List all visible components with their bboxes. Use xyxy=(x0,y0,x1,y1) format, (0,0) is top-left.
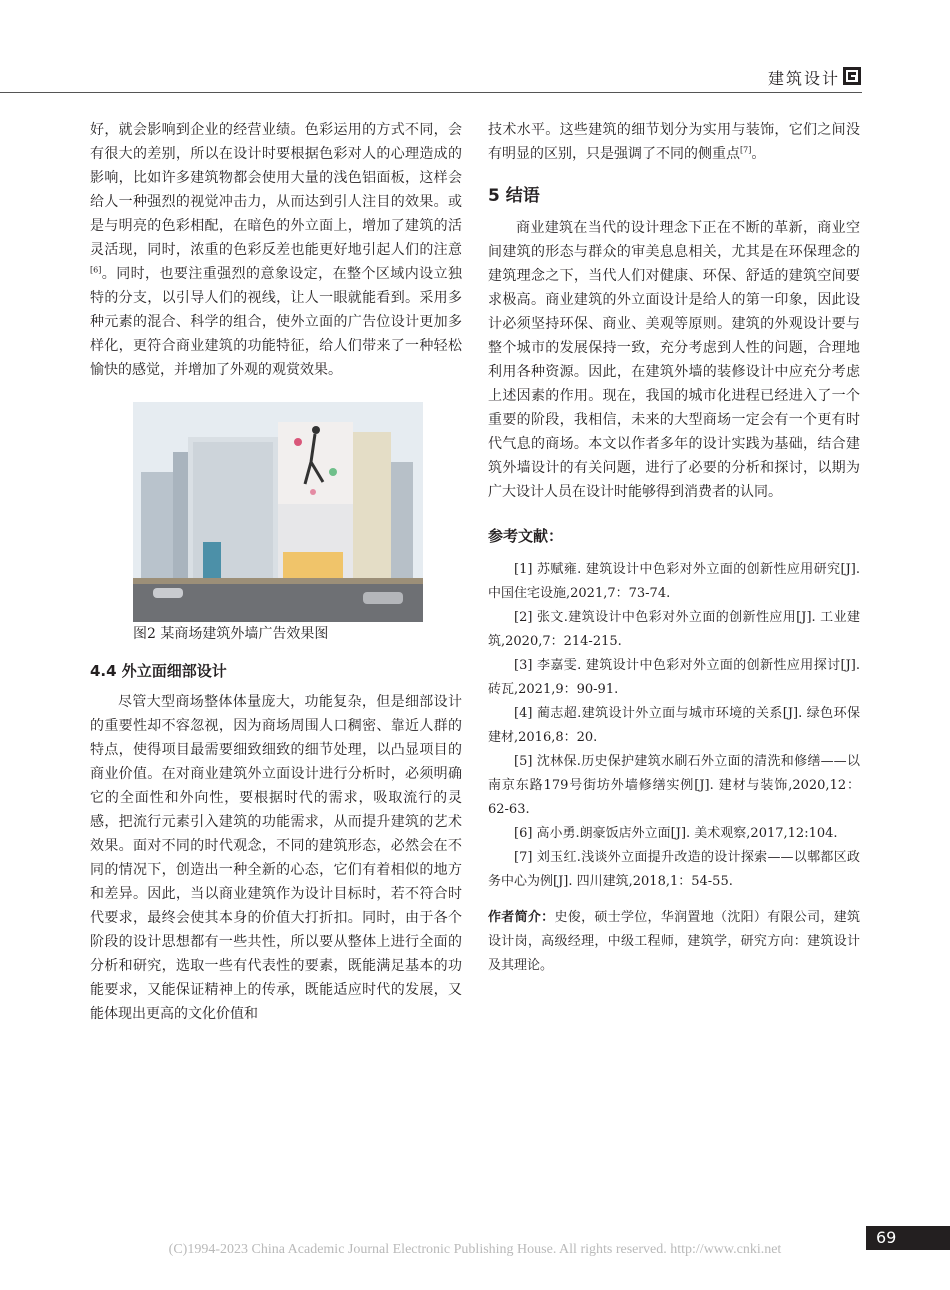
copyright-notice: (C)1994-2023 China Academic Journal Electronic Publishing House. All rights reserved. http://www.cnki.net xyxy=(168,1242,782,1257)
reference-item: [4] 蔺志超.建筑设计外立面与城市环境的关系[J]. 绿色环保建材,2016,8：20. xyxy=(488,706,860,745)
intro-paragraph: 好，就会影响到企业的经营业绩。色彩运用的方式不同，会有很大的差别，所以在设计时要根据色彩对人的心理造成的影响，比如许多建筑物都会使用大量的浅色铝面板，这样会给人一种强烈的视觉冲击力，从而达到引人注目的效果。或是与明亮的色彩相配，在暗色的外立面上，增加了建筑的活灵活现，同时，浓重的色彩反差也能更好地引起人们的注意[6]。同时，也要注重强烈的意象设定，在整个区域内设立独特的分支，以引导人们的视线，让人一眼就能看到。采用多种元素的混合、科学的组合，使外立面的广告位设计更加多样化，更符合商业建筑的功能特征，给人们带来了一种轻松愉快的感觉，并增加了外观的观赏效果。 xyxy=(90,122,462,378)
citation-7: [7] xyxy=(740,145,752,155)
conclusion-heading: 5 结语 xyxy=(488,186,540,206)
reference-item: [6] 高小勇.朗豪饭店外立面[J]. 美术观察,2017,12:104. xyxy=(514,826,838,841)
mall-illustration xyxy=(133,402,423,622)
continuation-paragraph: 技术水平。这些建筑的细节划分为实用与装饰，它们之间没有明显的区别，只是强调了不同的侧重点[7]。 xyxy=(488,122,860,162)
references-title: 参考文献： xyxy=(488,527,564,545)
author-label: 作者简介： xyxy=(488,910,555,925)
reference-list xyxy=(488,558,860,894)
reference-item: [1] 苏赋雍. 建筑设计中色彩对外立面的创新性应用研究[J].中国住宅设施,2021,7：73-74. xyxy=(488,562,860,601)
page-number: 69 xyxy=(866,1226,950,1250)
author-bio xyxy=(488,906,860,978)
reference-item: [3] 李嘉雯. 建筑设计中色彩对外立面的创新性应用探讨[J]. 砖瓦,2021,9：90-91. xyxy=(488,658,860,697)
right-column xyxy=(488,118,860,978)
citation-6: [6] xyxy=(90,265,102,275)
mall-facade-image xyxy=(133,402,423,622)
reference-item: [5] 沈林保.历史保护建筑水刷石外立面的清洗和修缮——以南京东路179号街坊外墙修缮实例[J]. 建材与装饰,2020,12：62-63. xyxy=(488,754,860,817)
conclusion-paragraph: 商业建筑在当代的设计理念下正在不断的革新，商业空间建筑的形态与群众的审美息息相关，尤其是在环保理念的建筑理念之下，当代人们对健康、环保、舒适的建筑空间要求极高。商业建筑的外立面设计是给人的第一印象，因此设计必须坚持环保、商业、美观等原则。建筑的外观设计要与整个城市的发展保持一致，充分考虑到人性的问题，合理地利用各种资源。因此，在建筑外墙的装修设计中应充分考虑上述因素的作用。现在，我国的城市化进程已经进入了一个重要的阶段，我相信，未来的大型商场一定会有一个更有时代气息的商场。本文以作者多年的设计实践为基础，结合建筑外墙设计的有关问题，进行了必要的分析和探讨，以期为广大设计人员在设计时能够得到消费者的认同。 xyxy=(488,220,860,500)
reference-item: [7] 刘玉红.浅谈外立面提升改造的设计探索——以郫都区政务中心为例[J]. 四川建筑,2018,1：54-55. xyxy=(488,850,860,889)
section-paragraph: 尽管大型商场整体体量庞大，功能复杂，但是细部设计的重要性却不容忽视，因为商场周围人口稠密、靠近人群的特点，使得项目最需要细致细致的细节处理，以凸显项目的商业价值。在对商业建筑外立面设计进行分析时，必须明确它的全面性和外向性，要根据时代的需求，吸取流行的灵感，把流行元素引入建筑的功能需求，从而提升建筑的艺术效果。面对不同的时代观念，不同的建筑形态，必然会在不同的情况下，创造出一种全新的心态，它们有着相似的地方和差异。因此，当以商业建筑作为设计目标时，若不符合时代要求，最终会使其本身的价值大打折扣。同时，由于各个阶段的设计思想都有一些共性，所以要从整体上进行全面的分析和研究，选取一些有代表性的要素，既能满足基本的功能要求，又能保证精神上的传承，既能适应时代的发展，又能体现出更高的文化价值和 xyxy=(90,694,462,1022)
author-text: 史俊，硕士学位，华润置地（沈阳）有限公司，建筑设计岗，高级经理，中级工程师，建筑学，研究方向：建筑设计及其理论。 xyxy=(488,910,860,973)
figure-2 xyxy=(133,402,423,646)
section-heading-4-4: 4.4 外立面细部设计 xyxy=(90,662,227,680)
journal-name: 建筑设计 xyxy=(767,69,840,88)
left-column xyxy=(90,118,462,1026)
header-rule xyxy=(0,92,862,93)
journal-logo-icon xyxy=(843,67,861,85)
reference-item: [2] 张文.建筑设计中色彩对外立面的创新性应用[J]. 工业建筑,2020,7：214-215. xyxy=(488,610,860,649)
figure-caption: 图2 某商场建筑外墙广告效果图 xyxy=(133,626,329,642)
